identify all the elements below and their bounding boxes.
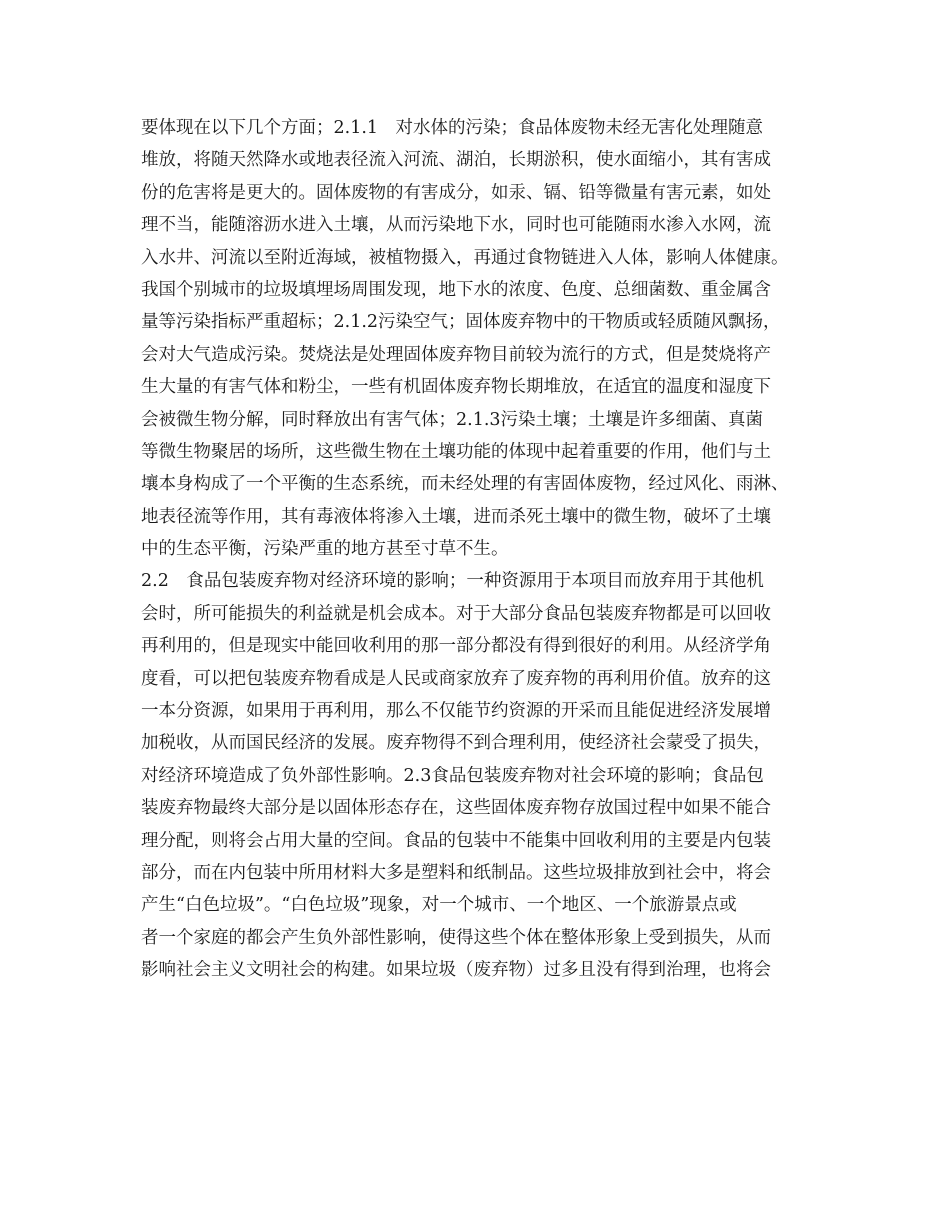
text-line: 装废弃物最终大部分是以固体形态存在，这些固体废弃物存放国过程中如果不能合 xyxy=(141,798,771,819)
text-line: 壤本身构成了一个平衡的生态系统，而未经处理的有害固体废物，经过风化、雨淋、 xyxy=(141,474,789,495)
text-line: 度看，可以把包装废弃物看成是人民或商家放弃了废弃物的再利用价值。放弃的这 xyxy=(141,668,771,689)
text-line: 我国个别城市的垃圾填埋场周围发现，地下水的浓度、色度、总细菌数、重金属含 xyxy=(141,279,771,300)
text-line: 生大量的有害气体和粉尘，一些有机固体废弃物长期堆放，在适宜的温度和湿度下 xyxy=(141,377,771,398)
text-line: 部分，而在内包装中所用材料大多是塑料和纸制品。这些垃圾排放到社会中，将会 xyxy=(141,862,771,883)
text-line: 要体现在以下几个方面；2.1.1 对水体的污染；食品体废物未经无害化处理随意 xyxy=(141,118,764,138)
text-line: 堆放，将随天然降水或地表径流入河流、湖泊，长期淤积，使水面缩小，其有害成 xyxy=(141,150,771,171)
text-line: 对经济环境造成了负外部性影响。2.3食品包装废弃物对社会环境的影响；食品包 xyxy=(141,765,764,786)
text-line: 者一个家庭的都会产生负外部性影响，使得这些个体在整体形象上受到损失，从而 xyxy=(141,927,771,948)
text-line: 会时，所可能损失的利益就是机会成本。对于大部分食品包装废弃物都是可以回收 xyxy=(141,603,771,624)
text-line: 加税收，从而国民经济的发展。废弃物得不到合理利用，使经济社会蒙受了损失， xyxy=(141,733,771,754)
text-line: 地表径流等作用，其有毒液体将渗入土壤，进而杀死土壤中的微生物，破坏了土壤 xyxy=(141,506,771,527)
text-line: 再利用的，但是现实中能回收利用的那一部分都没有得到很好的利用。从经济学角 xyxy=(141,636,771,657)
text-line: 份的危害将是更大的。固体废物的有害成分，如汞、镉、铅等微量有害元素，如处 xyxy=(141,182,771,203)
text-line: 理不当，能随溶沥水进入土壤，从而污染地下水，同时也可能随雨水渗入水网，流 xyxy=(141,215,771,236)
text-line: 量等污染指标严重超标；2.1.2污染空气；固体废弃物中的干物质或轻质随风飘扬， xyxy=(141,312,781,333)
text-line: 产生“白色垃圾”。“白色垃圾”现象，对一个城市、一个地区、一个旅游景点或 xyxy=(141,895,737,916)
text-line: 中的生态平衡，污染严重的地方甚至寸草不生。 xyxy=(141,539,509,560)
body-text xyxy=(141,112,821,987)
text-line: 会对大气造成污染。焚烧法是处理固体废弃物目前较为流行的方式，但是焚烧将产 xyxy=(141,344,771,365)
text-line: 入水井、河流以至附近海域，被植物摄入，再通过食物链进入人体，影响人体健康。 xyxy=(141,247,789,268)
text-line: 一本分资源，如果用于再利用，那么不仅能节约资源的开采而且能促进经济发展增 xyxy=(141,701,771,722)
text-line: 等微生物聚居的场所，这些微生物在土壤功能的体现中起着重要的作用，他们与土 xyxy=(141,441,771,462)
text-line: 影响社会主义文明社会的构建。如果垃圾（废弃物）过多且没有得到治理，也将会 xyxy=(141,960,771,981)
text-line: 理分配，则将会占用大量的空间。食品的包装中不能集中回收利用的主要是内包装 xyxy=(141,830,771,851)
text-line: 会被微生物分解，同时释放出有害气体；2.1.3污染土壤；土壤是许多细菌、真菌 xyxy=(141,409,764,430)
section-heading-line: 2.2 食品包装废弃物对经济环境的影响；一种资源用于本项目而放弃用于其他机 xyxy=(141,571,764,592)
